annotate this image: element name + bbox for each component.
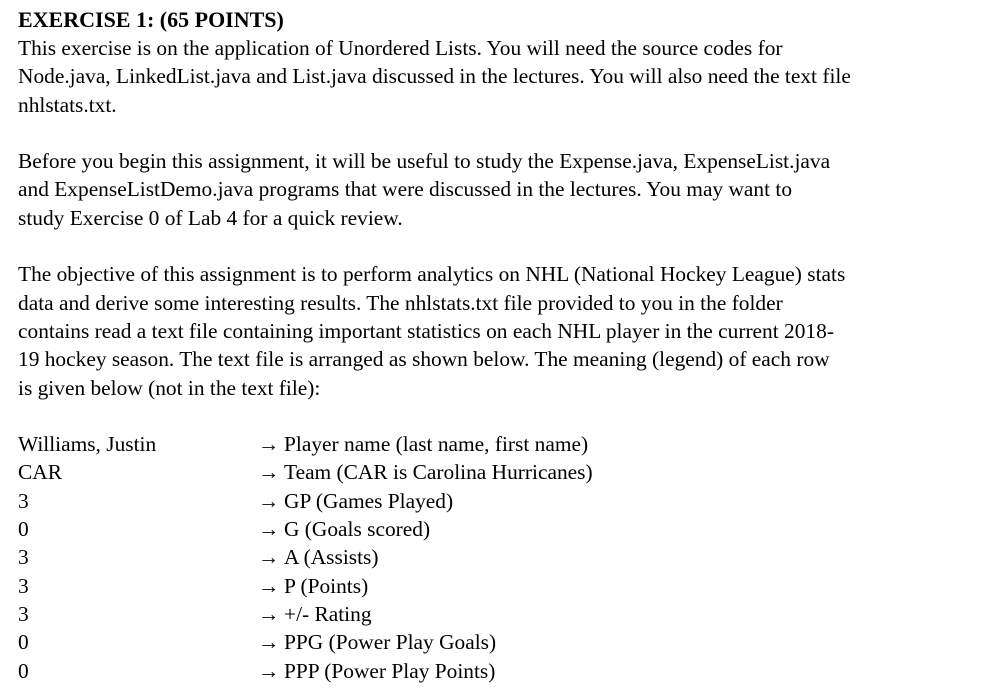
right-arrow-icon: → — [258, 488, 280, 513]
legend-value: Williams, Justin — [18, 432, 157, 457]
right-arrow-icon: → — [258, 432, 280, 457]
right-arrow-icon: → — [258, 573, 280, 598]
legend-meaning: PPP (Power Play Points) — [284, 658, 496, 683]
legend-row — [18, 628, 1003, 656]
document-page — [18, 6, 1003, 685]
legend-meaning: GP (Games Played) — [284, 488, 454, 513]
right-arrow-icon: → — [258, 601, 280, 626]
legend-row — [18, 657, 1003, 685]
legend-meaning: +/- Rating — [284, 601, 372, 626]
right-arrow-icon: → — [258, 545, 280, 570]
paragraph-spacer — [18, 402, 1003, 430]
legend-row — [18, 543, 1003, 571]
legend-row — [18, 487, 1003, 515]
preparation-paragraph: Before you begin this assignment, it will be useful to study the Expense.java, ExpenseList.java and ExpenseListDemo.java programs that were discussed in the lectures. You may want to study Exercise 0 of Lab 4 for a quick review. — [18, 149, 831, 230]
legend-value: 0 — [18, 517, 29, 542]
legend-row — [18, 458, 1003, 486]
legend-row — [18, 515, 1003, 543]
legend-row — [18, 572, 1003, 600]
legend-row — [18, 600, 1003, 628]
intro-paragraph: This exercise is on the application of Unordered Lists. You will need the source codes for Node.java, LinkedList.java and List.java discussed in the lectures. You will also need the text file nhlstats.txt. — [18, 36, 851, 117]
legend-table — [18, 430, 1003, 685]
legend-value: 3 — [18, 545, 29, 570]
right-arrow-icon: → — [258, 460, 280, 485]
legend-value: 0 — [18, 658, 29, 683]
paragraph-spacer — [18, 232, 1003, 260]
objective-paragraph: The objective of this assignment is to perform analytics on NHL (National Hockey League) stats data and derive some interesting results. The nhlstats.txt file provided to you in the folder contains read a text file containing important statistics on each NHL player in the current 2018- 19 hockey season. The text file is arranged as shown below. The meaning (legend) of each row is given below (not in the text file): — [18, 262, 846, 400]
legend-value: 3 — [18, 488, 29, 513]
legend-value: 3 — [18, 573, 29, 598]
legend-value: CAR — [18, 460, 62, 485]
legend-meaning: A (Assists) — [284, 545, 379, 570]
legend-value: 3 — [18, 601, 29, 626]
exercise-title: EXERCISE 1: (65 POINTS) — [18, 7, 284, 32]
legend-meaning: PPG (Power Play Goals) — [284, 630, 497, 655]
legend-value: 0 — [18, 630, 29, 655]
legend-row — [18, 430, 1003, 458]
right-arrow-icon: → — [258, 658, 280, 683]
legend-meaning: Player name (last name, first name) — [284, 432, 589, 457]
paragraph-spacer — [18, 119, 1003, 147]
legend-meaning: G (Goals scored) — [284, 517, 431, 542]
right-arrow-icon: → — [258, 517, 280, 542]
right-arrow-icon: → — [258, 630, 280, 655]
legend-meaning: P (Points) — [284, 573, 369, 598]
legend-meaning: Team (CAR is Carolina Hurricanes) — [284, 460, 593, 485]
